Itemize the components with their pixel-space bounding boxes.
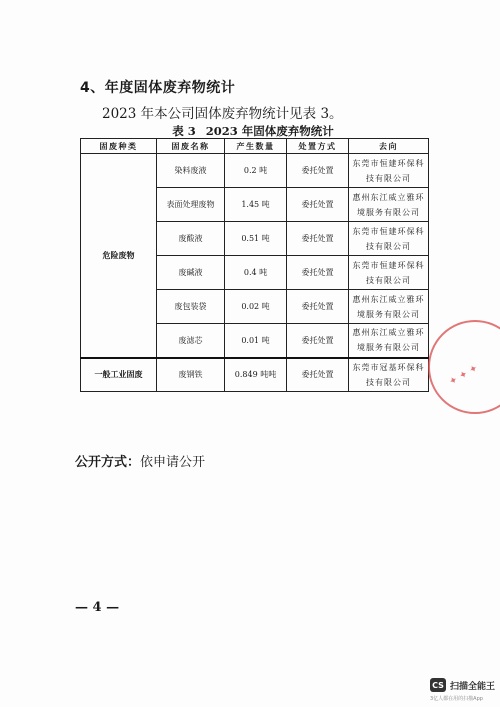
destination-line: 技有限公司 xyxy=(366,173,411,183)
table-caption-title: 2023 年固体废弃物统计 xyxy=(205,124,334,138)
section-heading: 4、年度固体废弃物统计 xyxy=(80,80,236,96)
header-amount: 产生数量 xyxy=(225,139,287,154)
category-general-cell: 一般工业固废 xyxy=(81,358,157,392)
destination-line: 东莞市恒建环保科 xyxy=(352,260,425,270)
method-cell: 委托处置 xyxy=(287,222,349,256)
destination-line: 东莞市冠基环保科 xyxy=(352,362,425,372)
waste-name-cell: 表面处理废物 xyxy=(157,188,225,222)
table-header-row xyxy=(81,139,429,154)
table-caption-label: 表 3 xyxy=(172,124,196,138)
category-hazardous-cell: 危险废物 xyxy=(81,154,157,358)
destination-line: 东莞市恒建环保科 xyxy=(352,158,425,168)
destination-line: 技有限公司 xyxy=(366,241,411,251)
disclosure-value: 依申请公开 xyxy=(140,455,206,470)
header-category: 固废种类 xyxy=(81,139,157,154)
destination-line: 惠州东江威立雅环 xyxy=(352,328,425,338)
amount-cell: 0.849 吨吨 xyxy=(225,358,287,392)
waste-name-cell: 染料废液 xyxy=(157,154,225,188)
table-row xyxy=(81,358,429,392)
waste-name-cell: 废酸液 xyxy=(157,222,225,256)
waste-name-cell: 废滤芯 xyxy=(157,324,225,358)
amount-cell: 0.51 吨 xyxy=(225,222,287,256)
destination-cell xyxy=(349,324,429,358)
amount-cell: 0.01 吨 xyxy=(225,324,287,358)
camscanner-logo-icon: CS xyxy=(430,678,446,692)
destination-cell xyxy=(349,154,429,188)
waste-name-cell: 废碱液 xyxy=(157,256,225,290)
destination-line: 惠州东江威立雅环 xyxy=(352,294,425,304)
header-method: 处置方式 xyxy=(287,139,349,154)
header-destination: 去向 xyxy=(349,139,429,154)
table-row xyxy=(81,154,429,188)
table-caption xyxy=(0,123,500,139)
destination-cell xyxy=(349,290,429,324)
waste-name-cell: 废钢铁 xyxy=(157,358,225,392)
amount-cell: 1.45 吨 xyxy=(225,188,287,222)
destination-line: 技有限公司 xyxy=(366,275,411,285)
header-name: 固废名称 xyxy=(157,139,225,154)
scanner-brand: 扫描全能王 xyxy=(450,681,496,692)
disclosure-label: 公开方式： xyxy=(75,455,141,470)
destination-cell xyxy=(349,256,429,290)
destination-line: 境服务有限公司 xyxy=(357,207,420,217)
destination-cell xyxy=(349,358,429,392)
destination-cell xyxy=(349,222,429,256)
amount-cell: 0.4 吨 xyxy=(225,256,287,290)
method-cell: 委托处置 xyxy=(287,188,349,222)
method-cell: 委托处置 xyxy=(287,154,349,188)
destination-line: 境服务有限公司 xyxy=(357,309,420,319)
disclosure-method xyxy=(75,451,205,470)
method-cell: 委托处置 xyxy=(287,256,349,290)
method-cell: 委托处置 xyxy=(287,358,349,392)
scanner-tagline: 3亿人都在用的扫描App xyxy=(430,696,483,702)
destination-line: 东莞市恒建环保科 xyxy=(352,226,425,236)
method-cell: 委托处置 xyxy=(287,324,349,358)
page-number: — 4 — xyxy=(75,600,120,615)
amount-cell: 0.02 吨 xyxy=(225,290,287,324)
red-seal-stamp xyxy=(428,320,500,414)
waste-statistics-table xyxy=(80,138,429,392)
waste-name-cell: 废包装袋 xyxy=(157,290,225,324)
seal-marks: ✦ ✦ ✦ xyxy=(447,362,481,389)
intro-text: 2023 年本公司固体废弃物统计见表 3。 xyxy=(102,106,343,122)
destination-cell xyxy=(349,188,429,222)
amount-cell: 0.2 吨 xyxy=(225,154,287,188)
destination-line: 技有限公司 xyxy=(366,377,411,387)
method-cell: 委托处置 xyxy=(287,290,349,324)
destination-line: 惠州东江威立雅环 xyxy=(352,192,425,202)
destination-line: 境服务有限公司 xyxy=(357,343,420,353)
scanner-watermark xyxy=(430,678,495,692)
